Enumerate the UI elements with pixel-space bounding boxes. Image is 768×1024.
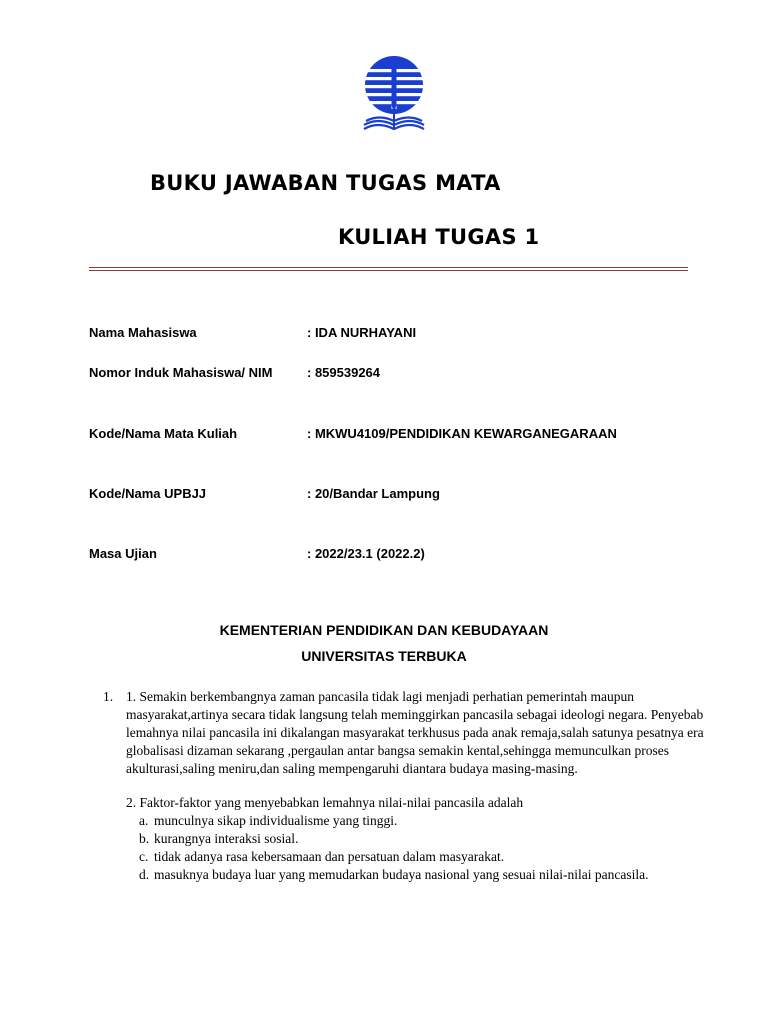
answer-option — [126, 812, 706, 830]
option-letter: c. — [139, 849, 149, 864]
info-value: : IDA NURHAYANI — [307, 325, 417, 340]
title-divider-bottom — [89, 270, 688, 271]
universitas-terbuka-logo — [358, 55, 430, 133]
answer-2-intro: 2. Faktor-faktor yang menyebabkan lemahnya nilai-nilai pancasila adalah — [126, 795, 524, 810]
document-title-line1: BUKU JAWABAN TUGAS MATA — [150, 171, 501, 195]
answer-body — [126, 688, 706, 884]
answer-option — [126, 830, 706, 848]
info-label: Masa Ujian — [89, 546, 157, 561]
info-label: Nama Mahasiswa — [89, 325, 197, 340]
option-text: masuknya budaya luar yang memudarkan budaya nasional yang sesuai nilai-nilai pancasila. — [154, 867, 649, 882]
document-title-line2: KULIAH TUGAS 1 — [338, 225, 540, 249]
answer-option — [126, 866, 706, 884]
info-value: : 859539264 — [307, 365, 381, 380]
option-letter: d. — [139, 867, 150, 882]
option-letter: b. — [139, 831, 150, 846]
info-value: : 20/Bandar Lampung — [307, 486, 440, 501]
info-value: : 2022/23.1 (2022.2) — [307, 546, 425, 561]
list-number: 1. — [103, 689, 114, 704]
option-text: munculnya sikap individualisme yang tinggi. — [154, 813, 398, 828]
answer-1: 1. Semakin berkembangnya zaman pancasila tidak lagi menjadi perhatian pemerintah maupun masyarakat,artinya secara tidak langsung telah meminggirkan pancasila sebagai ideologi negara. Penyebab lemahnya nilai pancasila ini dikalangan masyarakat terkhusus pada anak remaja,salah satunya pesatnya era globalisasi dizaman sekarang ,pergaulan antar bangsa semakin kental,sehingga memunculkan proses akulturasi,saling meniru,dan saling mempengaruhi diantara budaya masing-masing. — [126, 689, 704, 776]
title-divider-top — [89, 267, 688, 268]
info-label: Nomor Induk Mahasiswa/ NIM — [89, 365, 273, 380]
answer-option — [126, 848, 706, 866]
option-letter: a. — [139, 813, 149, 828]
institution-ministry: KEMENTERIAN PENDIDIKAN DAN KEBUDAYAAN — [219, 622, 549, 638]
option-text: tidak adanya rasa kebersamaan dan persatuan dalam masyarakat. — [154, 849, 505, 864]
info-value: : MKWU4109/PENDIDIKAN KEWARGANEGARAAN — [307, 426, 617, 441]
institution-university: UNIVERSITAS TERBUKA — [301, 648, 467, 664]
info-label: Kode/Nama UPBJJ — [89, 486, 207, 501]
info-label: Kode/Nama Mata Kuliah — [89, 426, 238, 441]
option-text: kurangnya interaksi sosial. — [154, 831, 299, 846]
